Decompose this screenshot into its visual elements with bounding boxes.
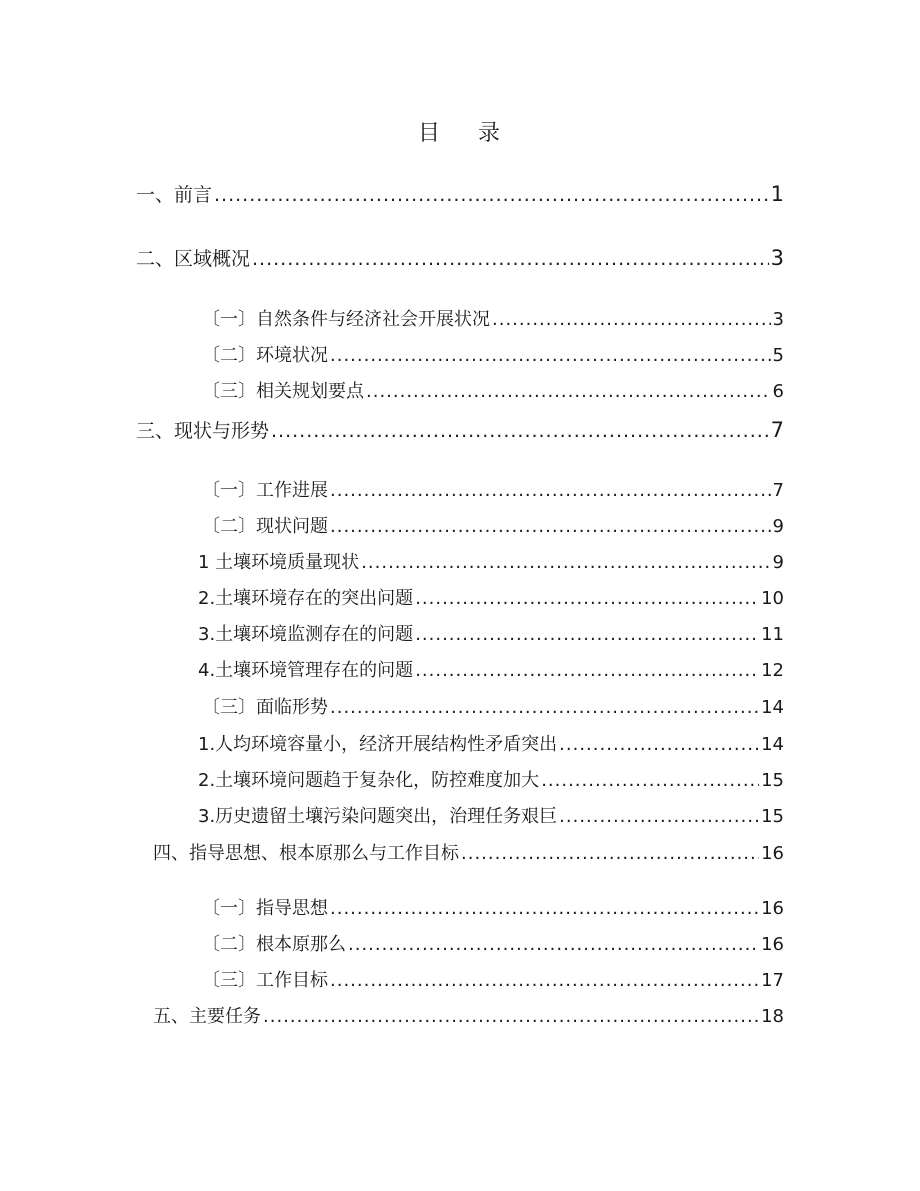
toc-entry-page: 18: [761, 1006, 784, 1027]
toc-entry-label: 〔一〕指导思想: [202, 898, 328, 919]
toc-entry-label: 3.土壤环境监测存在的问题: [198, 624, 414, 645]
toc-entry-label: 〔三〕相关规划要点: [202, 381, 364, 402]
toc-entry-planning-points[interactable]: [202, 377, 784, 403]
toc-entry-label: 〔二〕环境状况: [202, 345, 328, 366]
toc-entry-current-problems[interactable]: [202, 512, 784, 538]
toc-entry-page: 1: [770, 182, 784, 206]
toc-entry-work-progress[interactable]: [202, 476, 784, 502]
toc-entry-soil-outstanding-problems[interactable]: [198, 584, 784, 610]
toc-entry-page: 11: [761, 624, 784, 645]
toc-title: [0, 116, 920, 147]
toc-entry-label: 二、区域概况: [136, 248, 251, 270]
toc-leader: [330, 480, 771, 501]
toc-title-right: 录: [478, 121, 503, 146]
toc-leader: [461, 843, 759, 864]
toc-entry-page: 12: [761, 660, 784, 681]
toc-entry-work-targets[interactable]: [202, 966, 784, 992]
toc-entry-guiding-ideology-section[interactable]: [153, 839, 784, 865]
toc-leader: [330, 898, 759, 919]
toc-entry-natural-conditions[interactable]: [202, 305, 784, 331]
toc-entry-page: 5: [772, 345, 784, 366]
toc-leader: [415, 588, 759, 609]
toc-entry-current-situation[interactable]: [136, 416, 784, 443]
toc-leader: [492, 309, 771, 330]
toc-entry-label: 一、前言: [136, 184, 213, 206]
toc-entry-label: 〔二〕根本原那么: [202, 934, 346, 955]
toc-entry-page: 14: [761, 697, 784, 718]
toc-entry-environmental-capacity[interactable]: [198, 730, 784, 756]
toc-entry-soil-quality[interactable]: [198, 548, 784, 574]
toc-title-left: 目: [417, 121, 442, 146]
toc-entry-label: 2.土壤环境存在的突出问题: [198, 588, 414, 609]
toc-leader: [366, 381, 771, 402]
toc-entry-page: 16: [761, 898, 784, 919]
toc-entry-page: 9: [772, 552, 784, 573]
toc-entry-page: 6: [772, 381, 784, 402]
toc-leader: [330, 697, 759, 718]
toc-entry-page: 3: [770, 246, 784, 270]
toc-entry-label: 〔一〕自然条件与经济社会开展状况: [202, 309, 490, 330]
toc-entry-facing-situation[interactable]: [202, 693, 784, 719]
toc-leader: [541, 770, 759, 791]
toc-leader: [361, 552, 770, 573]
toc-entry-label: 3.历史遗留土壤污染问题突出，治理任务艰巨: [198, 806, 558, 827]
toc-entry-soil-monitoring-problems[interactable]: [198, 620, 784, 646]
toc-entry-preface[interactable]: [136, 180, 784, 207]
toc-leader: [330, 516, 771, 537]
toc-entry-page: 15: [761, 806, 784, 827]
toc-leader: [271, 420, 769, 442]
toc-entry-environment-status[interactable]: [202, 341, 784, 367]
toc-entry-label: 〔一〕工作进展: [202, 480, 328, 501]
toc-leader: [263, 1006, 759, 1027]
toc-entry-page: 17: [761, 970, 784, 991]
toc-entry-label: 1 土壤环境质量现状: [198, 552, 360, 573]
toc-leader: [415, 660, 759, 681]
toc-entry-page: 7: [772, 480, 784, 501]
toc-entry-page: 14: [761, 734, 784, 755]
toc-entry-page: 16: [761, 843, 784, 864]
toc-entry-label: 三、现状与形势: [136, 420, 270, 442]
toc-leader: [330, 970, 759, 991]
toc-entry-soil-complexity[interactable]: [198, 766, 784, 792]
toc-leader: [330, 345, 771, 366]
toc-leader: [252, 248, 769, 270]
toc-leader: [559, 734, 759, 755]
toc-entry-label: 4.土壤环境管理存在的问题: [198, 660, 414, 681]
toc-entry-page: 16: [761, 934, 784, 955]
toc-entry-label: 〔三〕工作目标: [202, 970, 328, 991]
toc-entry-page: 15: [761, 770, 784, 791]
toc-entry-label: 五、主要任务: [153, 1006, 261, 1027]
toc-entry-page: 9: [772, 516, 784, 537]
toc-entry-label: 2.土壤环境问题趋于复杂化，防控难度加大: [198, 770, 540, 791]
toc-entry-basic-principles[interactable]: [202, 930, 784, 956]
toc-entry-label: 四、指导思想、根本原那么与工作目标: [153, 843, 459, 864]
toc-entry-main-tasks[interactable]: [153, 1002, 784, 1028]
toc-entry-historical-pollution[interactable]: [198, 802, 784, 828]
toc-entry-page: 7: [770, 418, 784, 442]
toc-entry-label: 1.人均环境容量小，经济开展结构性矛盾突出: [198, 734, 558, 755]
toc-leader: [348, 934, 759, 955]
toc-entry-page: 10: [761, 588, 784, 609]
toc-leader: [415, 624, 759, 645]
toc-leader: [559, 806, 759, 827]
toc-entry-soil-management-problems[interactable]: [198, 656, 784, 682]
toc-leader: [214, 184, 769, 206]
toc-entry-guiding-ideology[interactable]: [202, 894, 784, 920]
toc-entry-region-overview[interactable]: [136, 244, 784, 271]
toc-entry-page: 3: [772, 309, 784, 330]
toc-entry-label: 〔三〕面临形势: [202, 697, 328, 718]
toc-entry-label: 〔二〕现状问题: [202, 516, 328, 537]
